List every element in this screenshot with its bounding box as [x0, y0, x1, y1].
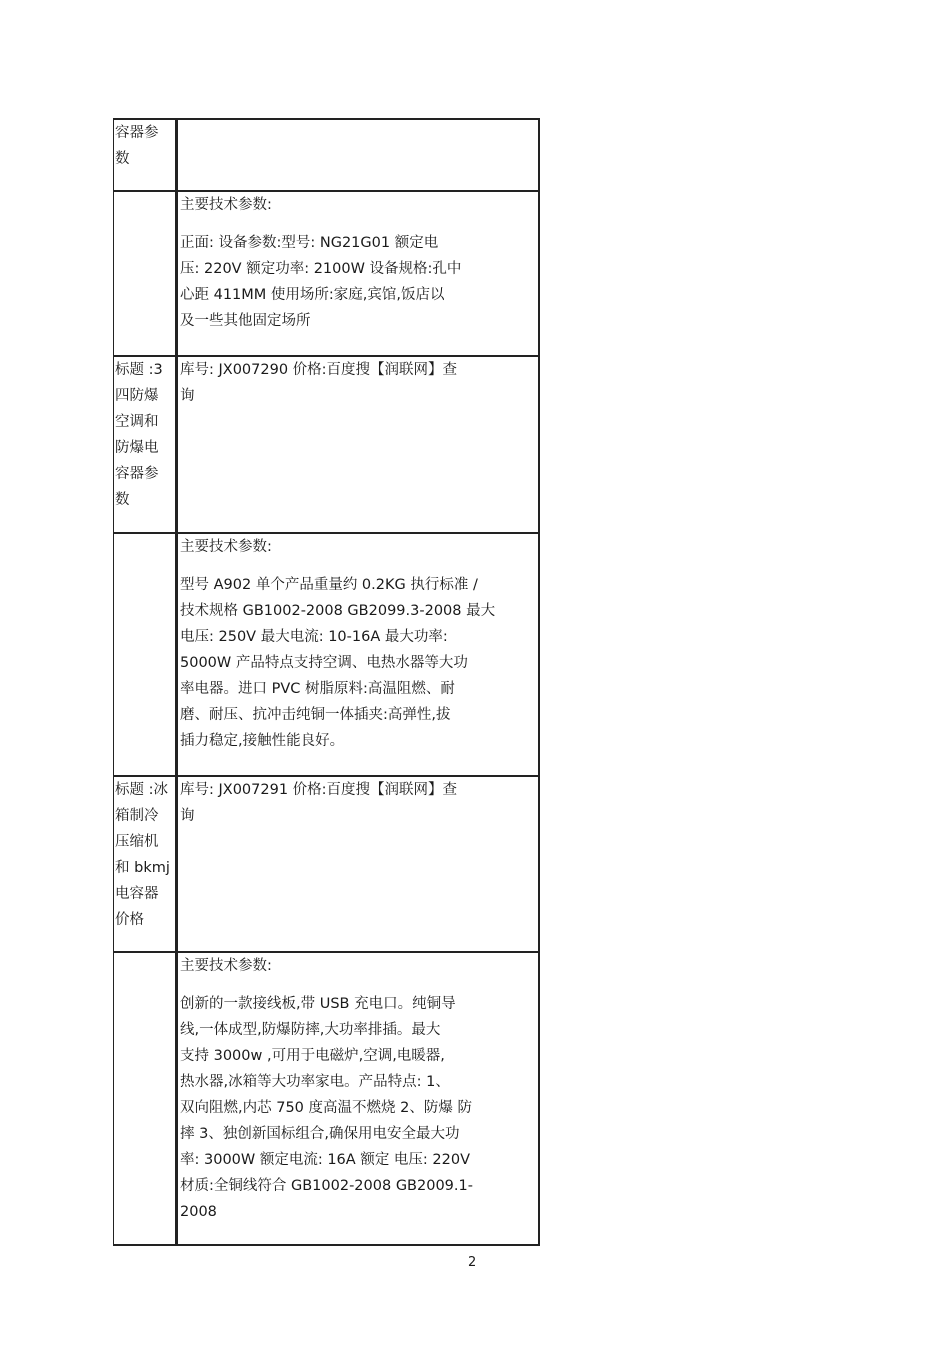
spec-line: 磨、耐压、抗冲击纯铜一体插夹:高弹性,拔: [180, 707, 451, 723]
spec-line: 型号 A902 单个产品重量约 0.2KG 执行标准 /: [180, 577, 478, 593]
row-content-cell: [177, 191, 540, 356]
spec-line: 热水器,冰箱等大功率家电。产品特点: 1、: [180, 1074, 450, 1090]
spec-body: [180, 572, 536, 754]
row-label-cell: [114, 776, 177, 952]
row-label-line: 标题 :3: [115, 362, 163, 378]
spec-line: 支持 3000w ,可用于电磁炉,空调,电暖器,: [180, 1048, 445, 1064]
spec-line: 摔 3、独创新国标组合,确保用电安全最大功: [180, 1126, 460, 1142]
spec-line: 技术规格 GB1002-2008 GB2099.3-2008 最大: [180, 603, 496, 619]
spec-line: 及一些其他固定场所: [180, 313, 311, 329]
row-content-cell: [177, 356, 540, 533]
table-row: [114, 191, 540, 356]
row-label-cell: [114, 952, 177, 1245]
table-row: [114, 952, 540, 1245]
table-row: [114, 776, 540, 952]
row-content-cell: [177, 776, 540, 952]
row-label-line: 价格: [115, 912, 144, 928]
row-label-line: 箱制冷: [115, 808, 159, 824]
row-label-cell: [114, 533, 177, 776]
row-content-cell: [177, 533, 540, 776]
row-label-line: 和 bkmj: [115, 860, 170, 876]
spec-line: 线,一体成型,防爆防摔,大功率排插。最大: [180, 1022, 441, 1038]
row-content-cell: [177, 119, 540, 191]
spec-line: 双向阻燃,内芯 750 度高温不燃烧 2、防爆 防: [180, 1100, 472, 1116]
spec-body: [180, 991, 536, 1225]
row-label-cell: [114, 356, 177, 533]
spec-line: 率电器。进口 PVC 树脂原料:高温阻燃、耐: [180, 681, 455, 697]
spec-line: 材质:全铜线符合 GB1002-2008 GB2009.1-: [180, 1178, 473, 1194]
row-label-line: 电容器: [115, 886, 159, 902]
table-row: [114, 533, 540, 776]
spec-line: 正面: 设备参数:型号: NG21G01 额定电: [180, 235, 439, 251]
row-label-cell: [114, 191, 177, 356]
spec-line: 压: 220V 额定功率: 2100W 设备规格:孔中: [180, 261, 462, 277]
spec-heading: 主要技术参数:: [180, 539, 272, 555]
spec-heading: 主要技术参数:: [180, 958, 272, 974]
spec-line: 创新的一款接线板,带 USB 充电口。纯铜导: [180, 996, 456, 1012]
spec-line: 率: 3000W 额定电流: 16A 额定 电压: 220V: [180, 1152, 471, 1168]
row-label-cell: [114, 119, 177, 191]
row-label-line: 数: [115, 492, 130, 508]
row-label-line: 容器参: [115, 466, 159, 482]
row-label-line: 标题 :冰: [115, 782, 168, 798]
catalog-price-continuation: 询: [180, 808, 195, 824]
catalog-price-line: 库号: JX007291 价格:百度搜【润联网】查: [180, 782, 458, 798]
spec-body: [180, 230, 536, 334]
row-label-line: 容器参: [115, 125, 159, 141]
spec-line: 电压: 250V 最大电流: 10-16A 最大功率:: [180, 629, 448, 645]
catalog-price-line: 库号: JX007290 价格:百度搜【润联网】查: [180, 362, 458, 378]
page-number: 2: [468, 1255, 477, 1270]
row-label-line: 数: [115, 151, 130, 167]
table-row: [114, 356, 540, 533]
spec-heading: 主要技术参数:: [180, 197, 272, 213]
row-label-line: 压缩机: [115, 834, 159, 850]
spec-line: 插力稳定,接触性能良好。: [180, 733, 345, 749]
row-label-line: 空调和: [115, 414, 159, 430]
row-label-line: 防爆电: [115, 440, 159, 456]
catalog-price-continuation: 询: [180, 388, 195, 404]
spec-line: 心距 411MM 使用场所:家庭,宾馆,饭店以: [180, 287, 445, 303]
spec-line: 5000W 产品特点支持空调、电热水器等大功: [180, 655, 468, 671]
row-content-cell: [177, 952, 540, 1245]
table-row: [114, 119, 540, 191]
spec-table: [113, 118, 540, 1246]
spec-line: 2008: [180, 1204, 217, 1220]
row-label-line: 四防爆: [115, 388, 159, 404]
